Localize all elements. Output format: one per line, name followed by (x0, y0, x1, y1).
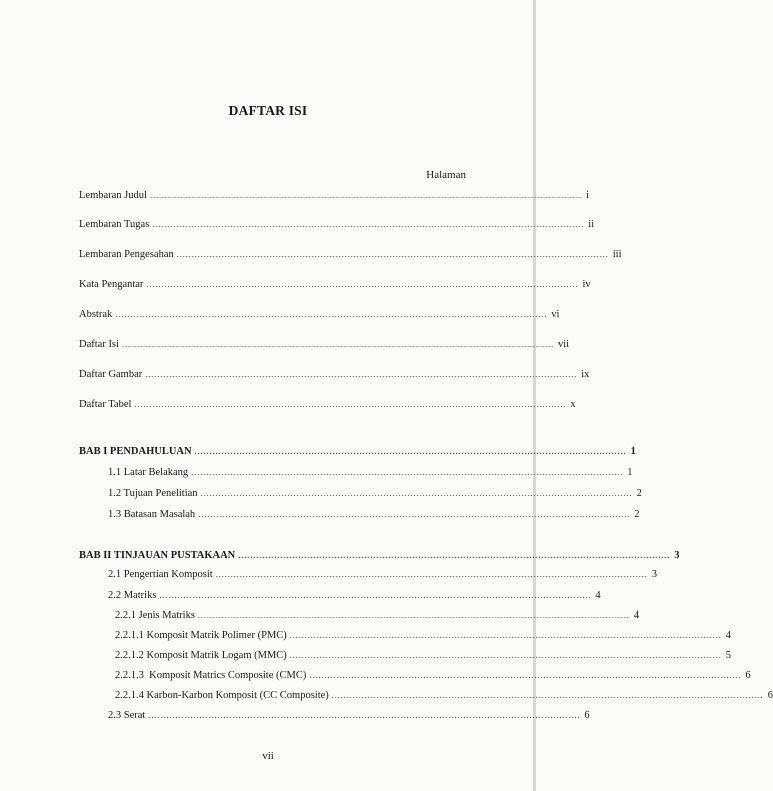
toc-entry-page: 2 (634, 509, 640, 520)
leader-dots: ................................................................................................................................................ (176, 250, 609, 259)
toc-entry-page: 4 (725, 630, 732, 641)
toc-entry-label: 1.1 Latar Belakang (108, 467, 189, 478)
toc-entry-label: 2.2.1.4 Karbon-Karbon Komposit (CC Composite) (115, 690, 329, 701)
leader-dots: ................................................................................................................................................ (215, 570, 648, 579)
leader-dots: ................................................................................................................................................ (289, 631, 722, 640)
toc-entry-label: 2.2.1 Jenis Matriks (115, 610, 195, 621)
toc-chapter-entry (79, 549, 680, 563)
toc-entry-page: 6 (745, 670, 751, 681)
toc-entry (108, 487, 642, 501)
toc-entry (108, 466, 633, 480)
toc-entry-page: 3 (674, 550, 680, 561)
toc-entry-page: 1 (630, 446, 636, 457)
toc-entry (115, 689, 773, 703)
toc-entry-page: vii (557, 339, 570, 350)
toc-entry-page: 6 (767, 690, 773, 701)
toc-entry-page: iv (582, 279, 591, 290)
leader-dots: ................................................................................................................................................ (238, 551, 671, 560)
page-title: DAFTAR ISI (228, 103, 308, 118)
toc-entry-page: 2 (636, 488, 642, 499)
toc-entry-page: 6 (584, 710, 590, 721)
toc-entry (108, 709, 590, 723)
toc-entry-page: i (585, 190, 589, 201)
toc-entry-label: 2.2.1.3 Komposit Matrics Composite (CMC) (115, 670, 307, 681)
toc-entry-label: Lembaran Judul (79, 190, 147, 201)
toc-entry-label: 2.2.1.1 Komposit Matrik Polimer (PMC) (115, 630, 287, 641)
leader-dots: ................................................................................................................................................ (134, 400, 567, 409)
toc-entry (79, 218, 595, 232)
leader-dots: ................................................................................................................................................ (191, 468, 624, 477)
leader-dots: ................................................................................................................................................ (148, 711, 581, 720)
toc-entry-page: ii (588, 219, 595, 230)
toc-entry (79, 278, 591, 292)
toc-entry (108, 568, 657, 582)
leader-dots: ................................................................................................................................................ (121, 340, 554, 349)
toc-entry-label: 2.2.1.2 Komposit Matrik Logam (MMC) (115, 650, 287, 661)
toc-entry (79, 248, 622, 262)
toc-entry (79, 398, 576, 412)
toc-chapter-entry (79, 445, 636, 459)
toc-entry (79, 338, 570, 352)
toc-entry (115, 649, 732, 663)
toc-entry-label: BAB II TINJAUAN PUSTAKAAN (79, 550, 236, 561)
toc-entry-label: 1.3 Batasan Masalah (108, 509, 196, 520)
toc-entry-label: Lembaran Pengesahan (79, 249, 174, 260)
toc-entry-page: x (570, 399, 576, 410)
leader-dots: ................................................................................................................................................ (289, 651, 722, 660)
leader-dots: ................................................................................................................................................ (146, 280, 579, 289)
toc-entry (79, 308, 560, 322)
toc-entry (108, 508, 640, 522)
leader-dots: ................................................................................................................................................ (149, 191, 582, 200)
leader-dots: ................................................................................................................................................ (145, 370, 578, 379)
toc-entry-label: Lembaran Tugas (79, 219, 150, 230)
toc-entry-page: iii (612, 249, 622, 260)
leader-dots: ................................................................................................................................................ (194, 447, 627, 456)
leader-dots: ................................................................................................................................................ (331, 691, 764, 700)
leader-dots: ................................................................................................................................................ (197, 611, 630, 620)
toc-entry-page: 3 (651, 569, 657, 580)
toc-entry-label: Daftar Gambar (79, 369, 143, 380)
toc-entry-page: 4 (595, 590, 601, 601)
toc-entry (79, 368, 590, 382)
page-number-footer: vii (262, 750, 274, 762)
toc-entry-label: BAB I PENDAHULUAN (79, 446, 192, 457)
leader-dots: ................................................................................................................................................ (152, 220, 585, 229)
toc-entry-page: ix (581, 369, 590, 380)
toc-entry (115, 609, 640, 623)
toc-entry (115, 669, 751, 683)
toc-entry-label: Daftar Isi (79, 339, 119, 350)
toc-entry-label: 1.2 Tujuan Penelitian (108, 488, 198, 499)
toc-entry (108, 589, 601, 603)
leader-dots: ................................................................................................................................................ (309, 671, 742, 680)
leader-dots: ................................................................................................................................................ (115, 310, 548, 319)
toc-entry-page: vi (551, 309, 560, 320)
leader-dots: ................................................................................................................................................ (159, 591, 592, 600)
toc-entry-label: Kata Pengantar (79, 279, 144, 290)
toc-entry-label: 2.1 Pengertian Komposit (108, 569, 213, 580)
leader-dots: ................................................................................................................................................ (200, 489, 633, 498)
toc-entry-label: 2.2 Matriks (108, 590, 157, 601)
toc-entry-label: Daftar Tabel (79, 399, 132, 410)
column-header-halaman: Halaman (426, 169, 466, 181)
toc-entry-page: 5 (725, 650, 732, 661)
toc-entry-label: Abstrak (79, 309, 113, 320)
toc-entry (115, 629, 732, 643)
toc-entry-page: 1 (627, 467, 633, 478)
toc-entry-label: 2.3 Serat (108, 710, 146, 721)
toc-entry-page: 4 (633, 610, 640, 621)
leader-dots: ................................................................................................................................................ (198, 510, 631, 519)
toc-entry (79, 189, 589, 203)
